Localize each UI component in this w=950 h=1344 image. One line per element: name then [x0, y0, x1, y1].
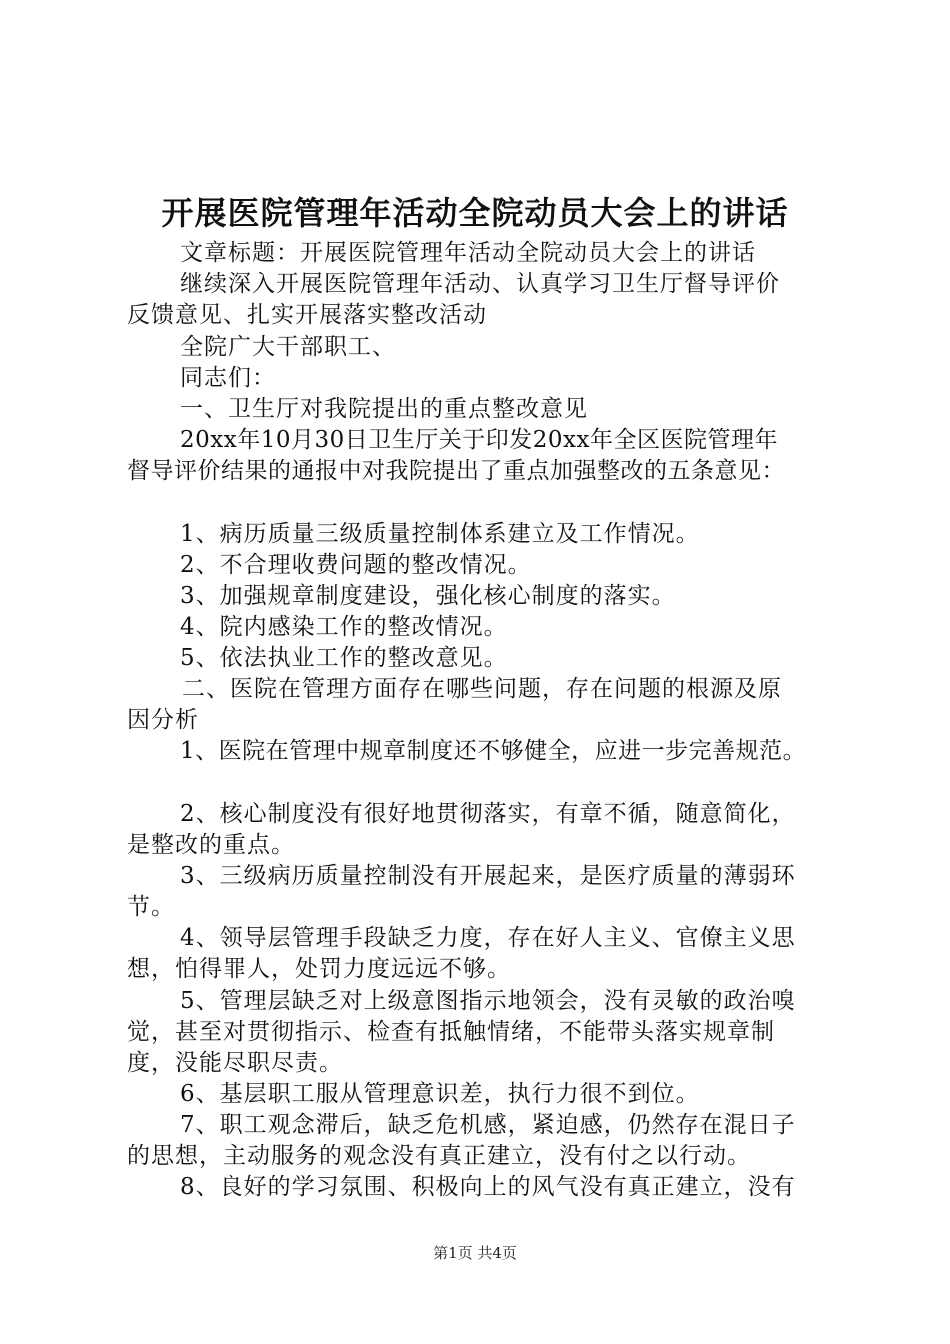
list-item: 2、核心制度没有很好地贯彻落实，有章不循，随意简化，: [180, 801, 796, 827]
paragraph-line: 20xx年10月30日卫生厅关于印发20xx年全区医院管理年: [180, 427, 778, 453]
paragraph-line: 继续深入开展医院管理年活动、认真学习卫生厅督导评价: [180, 271, 780, 297]
page-number-footer: 第1页 共4页: [433, 1244, 517, 1262]
article-title-line: 文章标题：开展医院管理年活动全院动员大会上的讲话: [180, 240, 756, 266]
paragraph-line: 督导评价结果的通报中对我院提出了重点加强整改的五条意见：: [127, 458, 785, 484]
paragraph-line: 反馈意见、扎实开展落实整改活动: [127, 302, 487, 328]
paragraph-line: 是整改的重点。: [127, 832, 295, 858]
list-item: 4、领导层管理手段缺乏力度，存在好人主义、官僚主义思: [180, 925, 796, 951]
paragraph-line: 同志们：: [180, 365, 276, 391]
list-item: 1、医院在管理中规章制度还不够健全，应进一步完善规范。: [180, 738, 807, 764]
paragraph-line: 全院广大干部职工、: [180, 334, 396, 360]
paragraph-line: 想，怕得罪人，处罚力度远远不够。: [127, 956, 511, 982]
list-item: 6、基层职工服从管理意识差，执行力很不到位。: [180, 1081, 700, 1107]
section-heading: 二、医院在管理方面存在哪些问题，存在问题的根源及原: [182, 676, 782, 702]
list-item: 5、依法执业工作的整改意见。: [180, 645, 508, 671]
list-item: 1、病历质量三级质量控制体系建立及工作情况。: [180, 521, 700, 547]
section-heading: 一、卫生厅对我院提出的重点整改意见: [180, 396, 588, 422]
paragraph-line: 度，没能尽职尽责。: [127, 1050, 343, 1076]
list-item: 4、院内感染工作的整改情况。: [180, 614, 508, 640]
paragraph-line: 的思想，主动服务的观念没有真正建立，没有付之以行动。: [127, 1143, 751, 1169]
paragraph-line: 觉，甚至对贯彻指示、检查有抵触情绪，不能带头落实规章制: [127, 1019, 775, 1045]
document-title: 开展医院管理年活动全院动员大会上的讲话: [161, 194, 789, 232]
paragraph-line: 节。: [127, 894, 175, 920]
list-item: 2、不合理收费问题的整改情况。: [180, 552, 532, 578]
list-item: 3、三级病历质量控制没有开展起来，是医疗质量的薄弱环: [180, 863, 796, 889]
list-item: 7、职工观念滞后，缺乏危机感，紧迫感，仍然存在混日子: [180, 1112, 796, 1138]
paragraph-line: 因分析: [127, 707, 199, 733]
list-item: 5、管理层缺乏对上级意图指示地领会，没有灵敏的政治嗅: [180, 988, 796, 1014]
list-item: 8、良好的学习氛围、积极向上的风气没有真正建立，没有: [180, 1174, 796, 1200]
list-item: 3、加强规章制度建设，强化核心制度的落实。: [180, 583, 676, 609]
